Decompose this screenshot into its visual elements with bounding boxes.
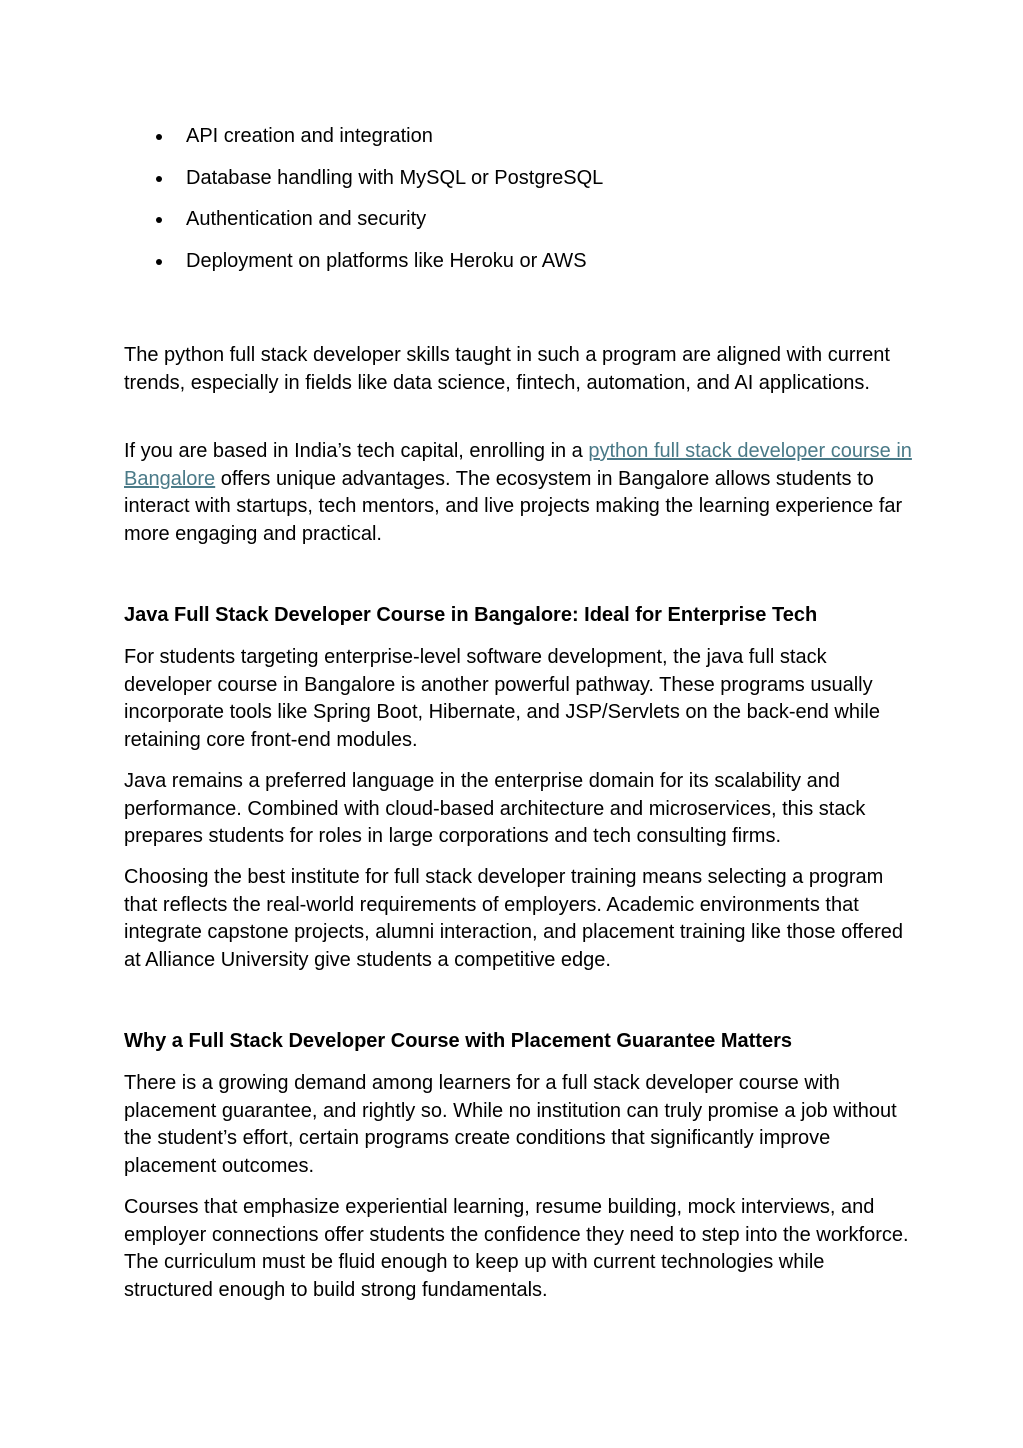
experiential-learning-paragraph: Courses that emphasize experiential learning, resume building, mock interviews, and employer connections offer students the confidence they need to step into the workforce. The curriculum must be fluid enough to keep up with current technologies while structured enough to build strong fundamentals. bbox=[124, 1196, 909, 1301]
bullet-item bbox=[124, 203, 904, 235]
bullet-dot-icon bbox=[156, 217, 162, 223]
bullet-text: Database handling with MySQL or PostgreSQL bbox=[186, 166, 604, 189]
bullet-text: Authentication and security bbox=[186, 208, 427, 230]
placement-demand-paragraph: There is a growing demand among learners for a full stack developer course with placement guarantee, and rightly so. While no institution can truly promise a job without the student’s effort, certain programs create conditions that significantly improve placement outcomes. bbox=[124, 1072, 897, 1177]
java-section-heading: Java Full Stack Developer Course in Bangalore: Ideal for Enterprise Tech bbox=[124, 604, 818, 626]
paragraph-text-before-link: If you are based in India’s tech capital, enrolling in a bbox=[124, 440, 589, 462]
paragraph-text-after-link: offers unique advantages. The ecosystem in Bangalore allows students to interact with startups, tech mentors, and live projects making the learning experience far more engaging and practical. bbox=[124, 467, 903, 545]
feature-bullet-list bbox=[124, 120, 904, 286]
bullet-text: Deployment on platforms like Heroku or AWS bbox=[186, 249, 587, 272]
bullet-dot-icon bbox=[156, 134, 162, 140]
bullet-item bbox=[124, 120, 904, 152]
bullet-dot-icon bbox=[156, 176, 162, 182]
placement-section-heading: Why a Full Stack Developer Course with Placement Guarantee Matters bbox=[124, 1030, 792, 1052]
java-course-paragraph: For students targeting enterprise-level software development, the java full stack developer course in Bangalore is another powerful pathway. These programs usually incorporate tools like Spring Boot, Hibernate, and JSP/Servlets on the back-end while retaining core front-end modules. bbox=[124, 646, 880, 751]
bullet-text: API creation and integration bbox=[186, 125, 433, 147]
bullet-item bbox=[124, 162, 904, 194]
best-institute-paragraph: Choosing the best institute for full stack developer training means selecting a program that reflects the real-world requirements of employers. Academic environments that integrate capstone projects, alumni interaction, and placement training like those offered at Alliance University give students a competitive edge. bbox=[124, 866, 903, 971]
java-enterprise-paragraph: Java remains a preferred language in the enterprise domain for its scalability and performance. Combined with cloud-based architecture and microservices, this stack prepares students for roles in large corporations and tech consulting firms. bbox=[124, 770, 866, 847]
python-course-link[interactable]: python full stack developer course in Bangalore bbox=[124, 440, 912, 490]
bullet-item bbox=[124, 245, 904, 277]
python-skills-paragraph: The python full stack developer skills taught in such a program are aligned with current trends, especially in fields like data science, fintech, automation, and AI applications. bbox=[124, 344, 890, 394]
bullet-dot-icon bbox=[156, 259, 162, 265]
bangalore-advantage-paragraph bbox=[124, 438, 914, 548]
